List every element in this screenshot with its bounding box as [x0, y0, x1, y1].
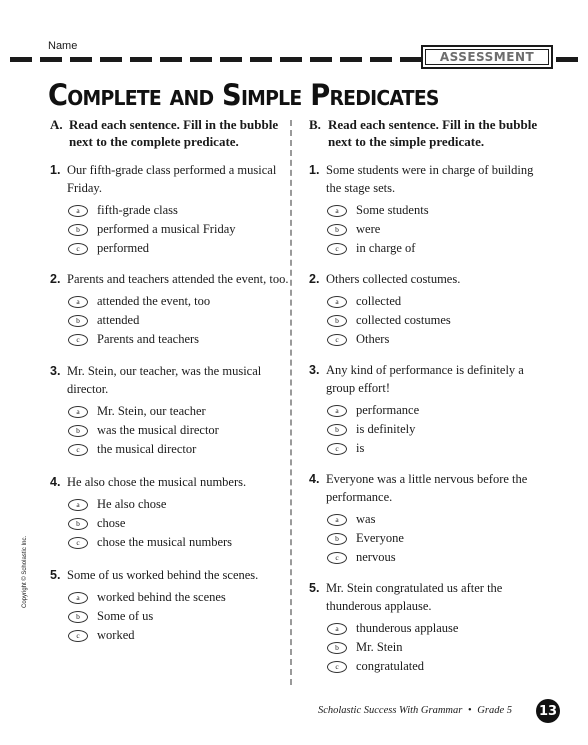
answer-options: [50, 201, 290, 258]
question-number: 2.: [50, 272, 61, 286]
answer-options: [50, 402, 290, 459]
answer-text: Mr. Stein, our teacher: [97, 404, 206, 418]
answer-option[interactable]: [68, 421, 290, 440]
answer-bubble-c[interactable]: c: [68, 334, 88, 346]
answer-text: Mr. Stein: [356, 640, 403, 654]
answer-option[interactable]: [68, 292, 290, 311]
answer-options: [50, 495, 290, 552]
answer-text: He also chose: [97, 497, 167, 511]
answer-option[interactable]: [327, 330, 549, 349]
answer-option[interactable]: [327, 510, 549, 529]
answer-options: [309, 292, 549, 349]
answer-bubble-c[interactable]: c: [327, 552, 347, 564]
question-text: Parents and teachers attended the event, too.: [67, 272, 289, 286]
answer-bubble-c[interactable]: c: [327, 443, 347, 455]
answer-bubble-b[interactable]: b: [68, 611, 88, 623]
name-label: Name: [48, 40, 78, 52]
question-text: Any kind of performance is definitely a group effort!: [326, 363, 524, 395]
answer-option[interactable]: [327, 529, 549, 548]
question-1: [309, 161, 549, 258]
instruction-text: Read each sentence. Fill in the bubble next to the simple predicate.: [328, 117, 538, 149]
question-text: Our fifth-grade class performed a musical Friday.: [67, 163, 277, 195]
answer-bubble-b[interactable]: b: [68, 315, 88, 327]
answer-text: was the musical director: [97, 423, 219, 437]
answer-bubble-a[interactable]: a: [68, 296, 88, 308]
answer-text: Parents and teachers: [97, 332, 200, 346]
book-title: Scholastic Success With Grammar: [317, 705, 463, 716]
answer-text: Some students: [356, 203, 429, 217]
answer-text: performed a musical Friday: [97, 222, 236, 236]
question-number: 1.: [50, 163, 61, 177]
answer-text: Others: [356, 332, 390, 346]
question-number: 1.: [309, 163, 320, 177]
answer-options: [309, 401, 549, 458]
answer-option[interactable]: [68, 495, 290, 514]
answer-option[interactable]: [327, 638, 549, 657]
answer-bubble-a[interactable]: a: [68, 592, 88, 604]
answer-text: congratulated: [356, 659, 425, 673]
answer-option[interactable]: [68, 402, 290, 421]
question-5: [50, 566, 290, 645]
answer-bubble-b[interactable]: b: [327, 642, 347, 654]
answer-text: is definitely: [356, 422, 416, 436]
answer-bubble-b[interactable]: b: [68, 425, 88, 437]
answer-bubble-c[interactable]: c: [68, 444, 88, 456]
answer-option[interactable]: [327, 201, 549, 220]
question-4: [50, 473, 290, 552]
page-number: 13: [536, 699, 560, 723]
answer-bubble-b[interactable]: b: [327, 224, 347, 236]
answer-option[interactable]: [327, 220, 549, 239]
answer-bubble-b[interactable]: b: [68, 518, 88, 530]
answer-options: [309, 619, 549, 676]
answer-text: chose: [97, 516, 126, 530]
section-b-instruction: [309, 116, 549, 150]
answer-option[interactable]: [327, 401, 549, 420]
answer-option[interactable]: [68, 220, 290, 239]
question-number: 3.: [309, 363, 320, 377]
answer-text: thunderous applause: [356, 621, 459, 635]
question-number: 5.: [309, 581, 320, 595]
answer-option[interactable]: [327, 657, 549, 676]
answer-text: fifth-grade class: [97, 203, 178, 217]
footer-bullet: •: [467, 705, 472, 716]
answer-options: [309, 201, 549, 258]
section-b: [309, 116, 549, 676]
question-text: Mr. Stein, our teacher, was the musical director.: [67, 364, 262, 396]
answer-option[interactable]: [68, 588, 290, 607]
answer-text: worked behind the scenes: [97, 590, 226, 604]
answer-option[interactable]: [327, 619, 549, 638]
question-number: 3.: [50, 364, 61, 378]
answer-option[interactable]: [327, 439, 549, 458]
answer-text: attended the event, too: [97, 294, 211, 308]
answer-bubble-c[interactable]: c: [68, 243, 88, 255]
page-title: Complete and Simple Predicates: [48, 78, 439, 112]
answer-bubble-a[interactable]: a: [68, 499, 88, 511]
name-line-end: [556, 57, 582, 62]
answer-option[interactable]: [68, 533, 290, 552]
answer-text: in charge of: [356, 241, 416, 255]
answer-option[interactable]: [68, 440, 290, 459]
question-text: Some students were in charge of building the stage sets.: [326, 163, 534, 195]
grade-label: Grade 5: [477, 705, 512, 716]
answer-option[interactable]: [68, 330, 290, 349]
answer-options: [309, 510, 549, 567]
answer-bubble-c[interactable]: c: [68, 630, 88, 642]
answer-text: worked: [97, 628, 135, 642]
answer-option[interactable]: [68, 201, 290, 220]
answer-text: chose the musical numbers: [97, 535, 233, 549]
answer-option[interactable]: [327, 239, 549, 258]
answer-bubble-a[interactable]: a: [327, 514, 347, 526]
footer-credit: [318, 705, 512, 716]
answer-option[interactable]: [68, 311, 290, 330]
question-3: [309, 361, 549, 458]
answer-option[interactable]: [68, 239, 290, 258]
section-letter: A.: [50, 117, 63, 132]
answer-bubble-a[interactable]: a: [327, 205, 347, 217]
answer-text: Everyone: [356, 531, 404, 545]
answer-bubble-b[interactable]: b: [327, 533, 347, 545]
question-2: [309, 270, 549, 349]
answer-bubble-b[interactable]: b: [68, 224, 88, 236]
section-a-instruction: [50, 116, 290, 150]
answer-text: collected costumes: [356, 313, 451, 327]
question-4: [309, 470, 549, 567]
answer-bubble-a[interactable]: a: [327, 296, 347, 308]
question-5: [309, 579, 549, 676]
answer-bubble-a[interactable]: a: [327, 623, 347, 635]
question-1: [50, 161, 290, 258]
question-text: Others collected costumes.: [326, 272, 461, 286]
answer-options: [50, 292, 290, 349]
copyright-notice: Copyright © Scholastic Inc.: [22, 535, 28, 608]
answer-option[interactable]: [68, 514, 290, 533]
answer-bubble-a[interactable]: a: [327, 405, 347, 417]
instruction-text: Read each sentence. Fill in the bubble next to the complete predicate.: [69, 117, 279, 149]
answer-bubble-b[interactable]: b: [327, 424, 347, 436]
answer-bubble-c[interactable]: c: [327, 334, 347, 346]
answer-option[interactable]: [327, 548, 549, 567]
answer-option[interactable]: [327, 311, 549, 330]
question-text: Some of us worked behind the scenes.: [67, 568, 259, 582]
answer-option[interactable]: [68, 626, 290, 645]
answer-option[interactable]: [68, 607, 290, 626]
question-3: [50, 362, 290, 459]
assessment-badge-label: ASSESSMENT: [439, 50, 535, 64]
answer-text: performance: [356, 403, 420, 417]
answer-text: collected: [356, 294, 402, 308]
answer-option[interactable]: [327, 420, 549, 439]
question-text: Everyone was a little nervous before the performance.: [326, 472, 528, 504]
answer-bubble-c[interactable]: c: [327, 661, 347, 673]
answer-text: were: [356, 222, 381, 236]
answer-bubble-b[interactable]: b: [327, 315, 347, 327]
section-a: [50, 116, 290, 645]
question-number: 4.: [309, 472, 320, 486]
column-divider: [290, 120, 292, 685]
answer-text: was: [356, 512, 376, 526]
answer-option[interactable]: [327, 292, 549, 311]
answer-text: the musical director: [97, 442, 197, 456]
name-line: [10, 57, 422, 62]
answer-bubble-c[interactable]: c: [327, 243, 347, 255]
question-2: [50, 270, 290, 349]
answer-bubble-a[interactable]: a: [68, 205, 88, 217]
question-number: 5.: [50, 568, 61, 582]
question-number: 4.: [50, 475, 61, 489]
answer-text: nervous: [356, 550, 396, 564]
answer-text: performed: [97, 241, 150, 255]
question-number: 2.: [309, 272, 320, 286]
answer-text: attended: [97, 313, 140, 327]
answer-bubble-a[interactable]: a: [68, 406, 88, 418]
answer-text: Some of us: [97, 609, 154, 623]
question-text: Mr. Stein congratulated us after the thunderous applause.: [326, 581, 503, 613]
answer-options: [50, 588, 290, 645]
section-letter: B.: [309, 117, 321, 132]
assessment-badge: [421, 45, 553, 69]
question-text: He also chose the musical numbers.: [67, 475, 247, 489]
answer-bubble-c[interactable]: c: [68, 537, 88, 549]
answer-text: is: [356, 441, 365, 455]
